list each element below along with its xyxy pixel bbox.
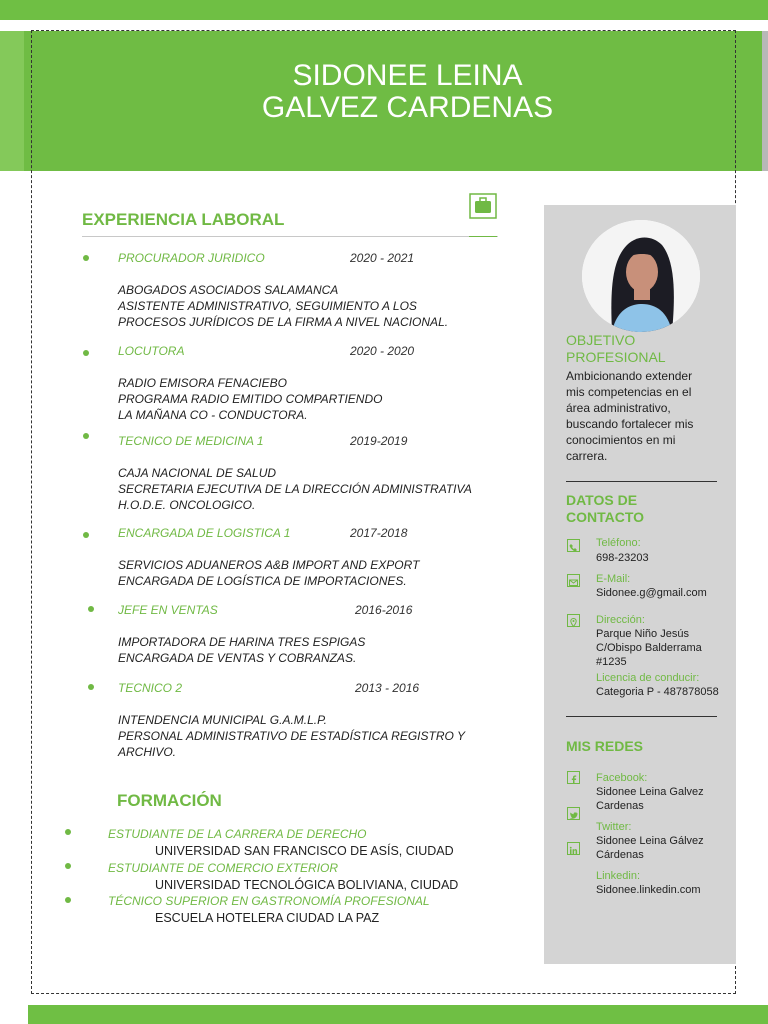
job-description: IMPORTADORA DE HARINA TRES ESPIGAS ENCARGADA DE VENTAS Y COBRANZAS.: [118, 635, 366, 665]
job-title: PROCURADOR JURIDICO: [118, 251, 265, 265]
sidebar-divider: [566, 716, 717, 717]
job-description: ABOGADOS ASOCIADOS SALAMANCA ASISTENTE ADMINISTRATIVO, SEGUIMIENTO A LOS PROCESOS JURÍDICOS DE LA FIRMA A NIVEL NACIONAL.: [118, 283, 449, 329]
job-description: SERVICIOS ADUANEROS A&B IMPORT AND EXPORT ENCARGADA DE LOGÍSTICA DE IMPORTACIONES.: [118, 558, 420, 588]
license-label: Licencia de conducir:: [596, 672, 700, 684]
briefcase-icon: [469, 193, 497, 219]
job-date: 2013 - 2016: [355, 681, 420, 695]
bottom-accent-bar: [28, 1005, 768, 1024]
job-bullet: [83, 433, 89, 439]
job-title: ENCARGADA DE LOGISTICA 1: [118, 526, 291, 540]
license-value: Categoria P - 487878058: [596, 686, 719, 698]
facebook-icon[interactable]: [567, 771, 580, 784]
job-bullet: [88, 684, 94, 690]
job-title: TECNICO DE MEDICINA 1: [118, 434, 264, 448]
education-title-item: TÉCNICO SUPERIOR EN GASTRONOMÍA PROFESIONAL: [108, 894, 430, 908]
job-bullet: [88, 606, 94, 612]
address-label: Dirección:: [596, 614, 645, 626]
linkedin-label: Linkedin:: [596, 870, 641, 882]
linkedin-icon[interactable]: [567, 842, 580, 855]
linkedin-value[interactable]: Sidonee.linkedin.com: [596, 884, 701, 896]
education-bullet: [65, 863, 71, 869]
education-title-item: ESTUDIANTE DE LA CARRERA DE DERECHO: [108, 827, 367, 841]
email-label: E-Mail:: [596, 573, 631, 585]
social-title: MIS REDES: [566, 738, 644, 754]
job-date: 2017-2018: [350, 526, 408, 540]
phone-icon: [567, 539, 580, 552]
location-pin-icon: [567, 614, 580, 627]
job-title: LOCUTORA: [118, 344, 185, 358]
phone-value: 698-23203: [596, 552, 649, 564]
job-description: RADIO EMISORA FENACIEBO PROGRAMA RADIO EMITIDO COMPARTIENDO LA MAÑANA CO - CONDUCTORA.: [118, 376, 383, 422]
education-school: UNIVERSIDAD TECNOLÓGICA BOLIVIANA, CIUDAD: [155, 878, 459, 892]
job-title: TECNICO 2: [118, 681, 183, 695]
facebook-value[interactable]: Sidonee Leina Galvez Cardenas: [596, 786, 704, 812]
education-bullet: [65, 829, 71, 835]
education-school: ESCUELA HOTELERA CIUDAD LA PAZ: [155, 911, 380, 925]
phone-label: Teléfono:: [596, 537, 641, 549]
job-date: 2020 - 2020: [350, 344, 415, 358]
top-accent-bar: [0, 0, 768, 20]
contact-title: DATOS DE CONTACTO: [566, 492, 645, 525]
job-bullet: [83, 532, 89, 538]
objective-title: OBJETIVO PROFESIONAL: [566, 332, 666, 365]
experience-divider-accent: [469, 236, 497, 237]
facebook-label: Facebook:: [596, 772, 648, 784]
job-date: 2016-2016: [355, 603, 413, 617]
twitter-label: Twitter:: [596, 821, 632, 833]
name-line-1: SIDONEE LEINA: [292, 59, 523, 92]
profile-photo: [582, 220, 700, 332]
twitter-value[interactable]: Sidonee Leina Gálvez Cárdenas: [596, 835, 704, 861]
twitter-icon[interactable]: [567, 807, 580, 820]
email-icon: [567, 574, 580, 587]
name-line-2: GALVEZ CARDENAS: [261, 91, 554, 124]
job-bullet: [83, 255, 89, 261]
education-title: FORMACIÓN: [117, 791, 222, 810]
experience-divider: [82, 236, 498, 237]
address-value: Parque Niño Jesús C/Obispo Balderrama #1235: [596, 628, 702, 668]
sidebar-divider: [566, 481, 717, 482]
job-title: JEFE EN VENTAS: [118, 603, 218, 617]
education-bullet: [65, 897, 71, 903]
job-date: 2019-2019: [350, 434, 408, 448]
job-bullet: [83, 350, 89, 356]
email-value[interactable]: Sidonee.g@gmail.com: [596, 587, 707, 599]
experience-title: EXPERIENCIA LABORAL: [82, 210, 285, 229]
objective-text: Ambicionando extender mis competencias en el área administrativo, buscando fortalecer mis conocimientos en mi carrera.: [566, 369, 694, 463]
education-school: UNIVERSIDAD SAN FRANCISCO DE ASÍS, CIUDAD: [155, 844, 454, 858]
job-description: CAJA NACIONAL DE SALUD SECRETARIA EJECUTIVA DE LA DIRECCIÓN ADMINISTRATIVA H.O.D.E. ONCOLOGICO.: [118, 466, 472, 512]
job-description: INTENDENCIA MUNICIPAL G.A.M.L.P. PERSONAL ADMINISTRATIVO DE ESTADÍSTICA REGISTRO Y ARCHIVO.: [118, 713, 465, 759]
job-date: 2020 - 2021: [350, 251, 415, 265]
education-title-item: ESTUDIANTE DE COMERCIO EXTERIOR: [108, 861, 339, 875]
